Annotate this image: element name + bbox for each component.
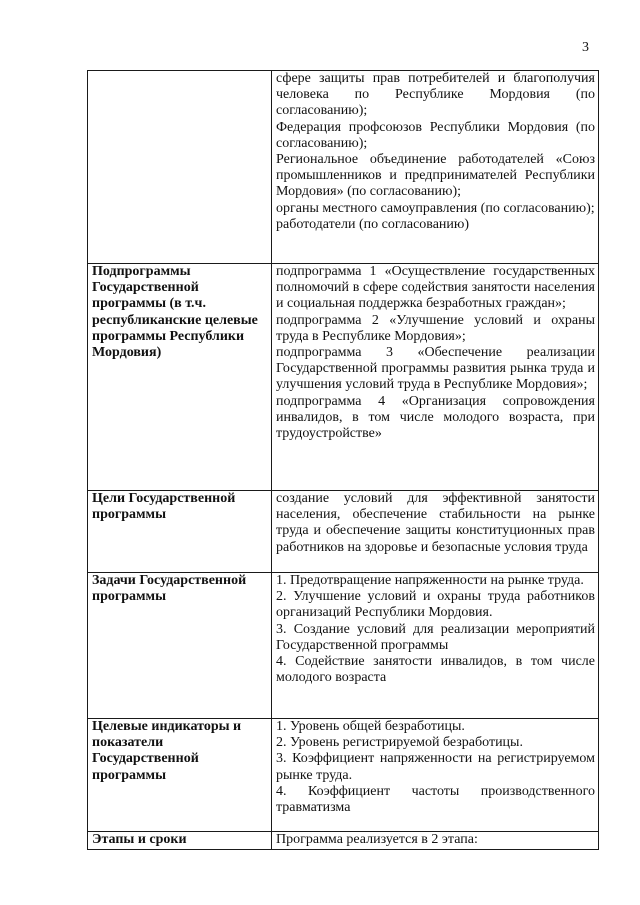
- table-row: [88, 719, 599, 832]
- row-content: [272, 832, 599, 850]
- content-line: 3. Коэффициент напряженности на регистрируемом рынке труда.: [276, 751, 595, 783]
- content-line: 4. Содействие занятости инвалидов, в том числе молодого возраста: [276, 654, 595, 686]
- content-line: 1. Предотвращение напряженности на рынке труда.: [276, 573, 584, 588]
- content-line: 4. Коэффициент частоты производственного травматизма: [276, 783, 595, 816]
- content-line: сфере защиты прав потребителей и благополучия человека по Республике Мордовия (по согласованию);: [276, 71, 595, 119]
- content-line: создание условий для эффективной занятости населения, обеспечение стабильности на рынке труда и обеспечение защиты конституционных прав работников на здоровье и безопасные условия труда: [276, 491, 595, 555]
- row-label: Целевые индикаторы и показатели Государственной программы: [88, 719, 272, 832]
- row-content: [272, 719, 599, 832]
- table-row: [88, 491, 599, 573]
- content-line: органы местного самоуправления (по согласованию);: [276, 200, 595, 216]
- content-line: работодатели (по согласованию): [276, 216, 470, 232]
- content-line: 2. Улучшение условий и охраны труда работников организаций Республики Мордовия.: [276, 589, 595, 621]
- row-label: Цели Государственной программы: [88, 491, 272, 573]
- row-content: [272, 71, 599, 264]
- content-line: 3. Создание условий для реализации мероприятий Государственной программы: [276, 621, 595, 653]
- content-line: подпрограмма 1 «Осуществление государственных полномочий в сфере содействия занятости населения и социальная поддержка безработных граждан»;: [276, 264, 595, 312]
- content-line: Региональное объединение работодателей «Союз промышленников и предпринимателей Республики Мордовия» (по согласованию);: [276, 152, 595, 200]
- page-number: 3: [582, 40, 589, 55]
- content-line: 2. Уровень регистрируемой безработицы.: [276, 735, 523, 751]
- program-passport-table: [87, 70, 599, 850]
- content-line: подпрограмма 3 «Обеспечение реализации Государственной программы развития рынка труда и улучшения условий труда в Республике Мордовия»;: [276, 345, 595, 393]
- table-row: [88, 832, 599, 850]
- content-line: 1. Уровень общей безработицы.: [276, 719, 465, 734]
- row-label: Подпрограммы Государственной программы (в т.ч. республиканские целевые программы Республики Мордовия): [88, 264, 272, 491]
- table-row: [88, 264, 599, 491]
- row-content: [272, 573, 599, 719]
- content-line: подпрограмма 2 «Улучшение условий и охраны труда в Республике Мордовия»;: [276, 312, 595, 344]
- row-label: Задачи Государственной программы: [88, 573, 272, 719]
- content-line: Федерация профсоюзов Республики Мордовия (по согласованию);: [276, 119, 595, 151]
- content-line: подпрограмма 4 «Организация сопровождения инвалидов, в том числе молодого возраста, при трудоустройстве»: [276, 393, 595, 442]
- row-label: Этапы и сроки: [88, 832, 272, 850]
- row-content: [272, 264, 599, 491]
- content-line: Программа реализуется в 2 этапа:: [276, 832, 478, 847]
- row-label: [88, 71, 272, 264]
- row-content: [272, 491, 599, 573]
- table-row: [88, 573, 599, 719]
- table-row: [88, 71, 599, 264]
